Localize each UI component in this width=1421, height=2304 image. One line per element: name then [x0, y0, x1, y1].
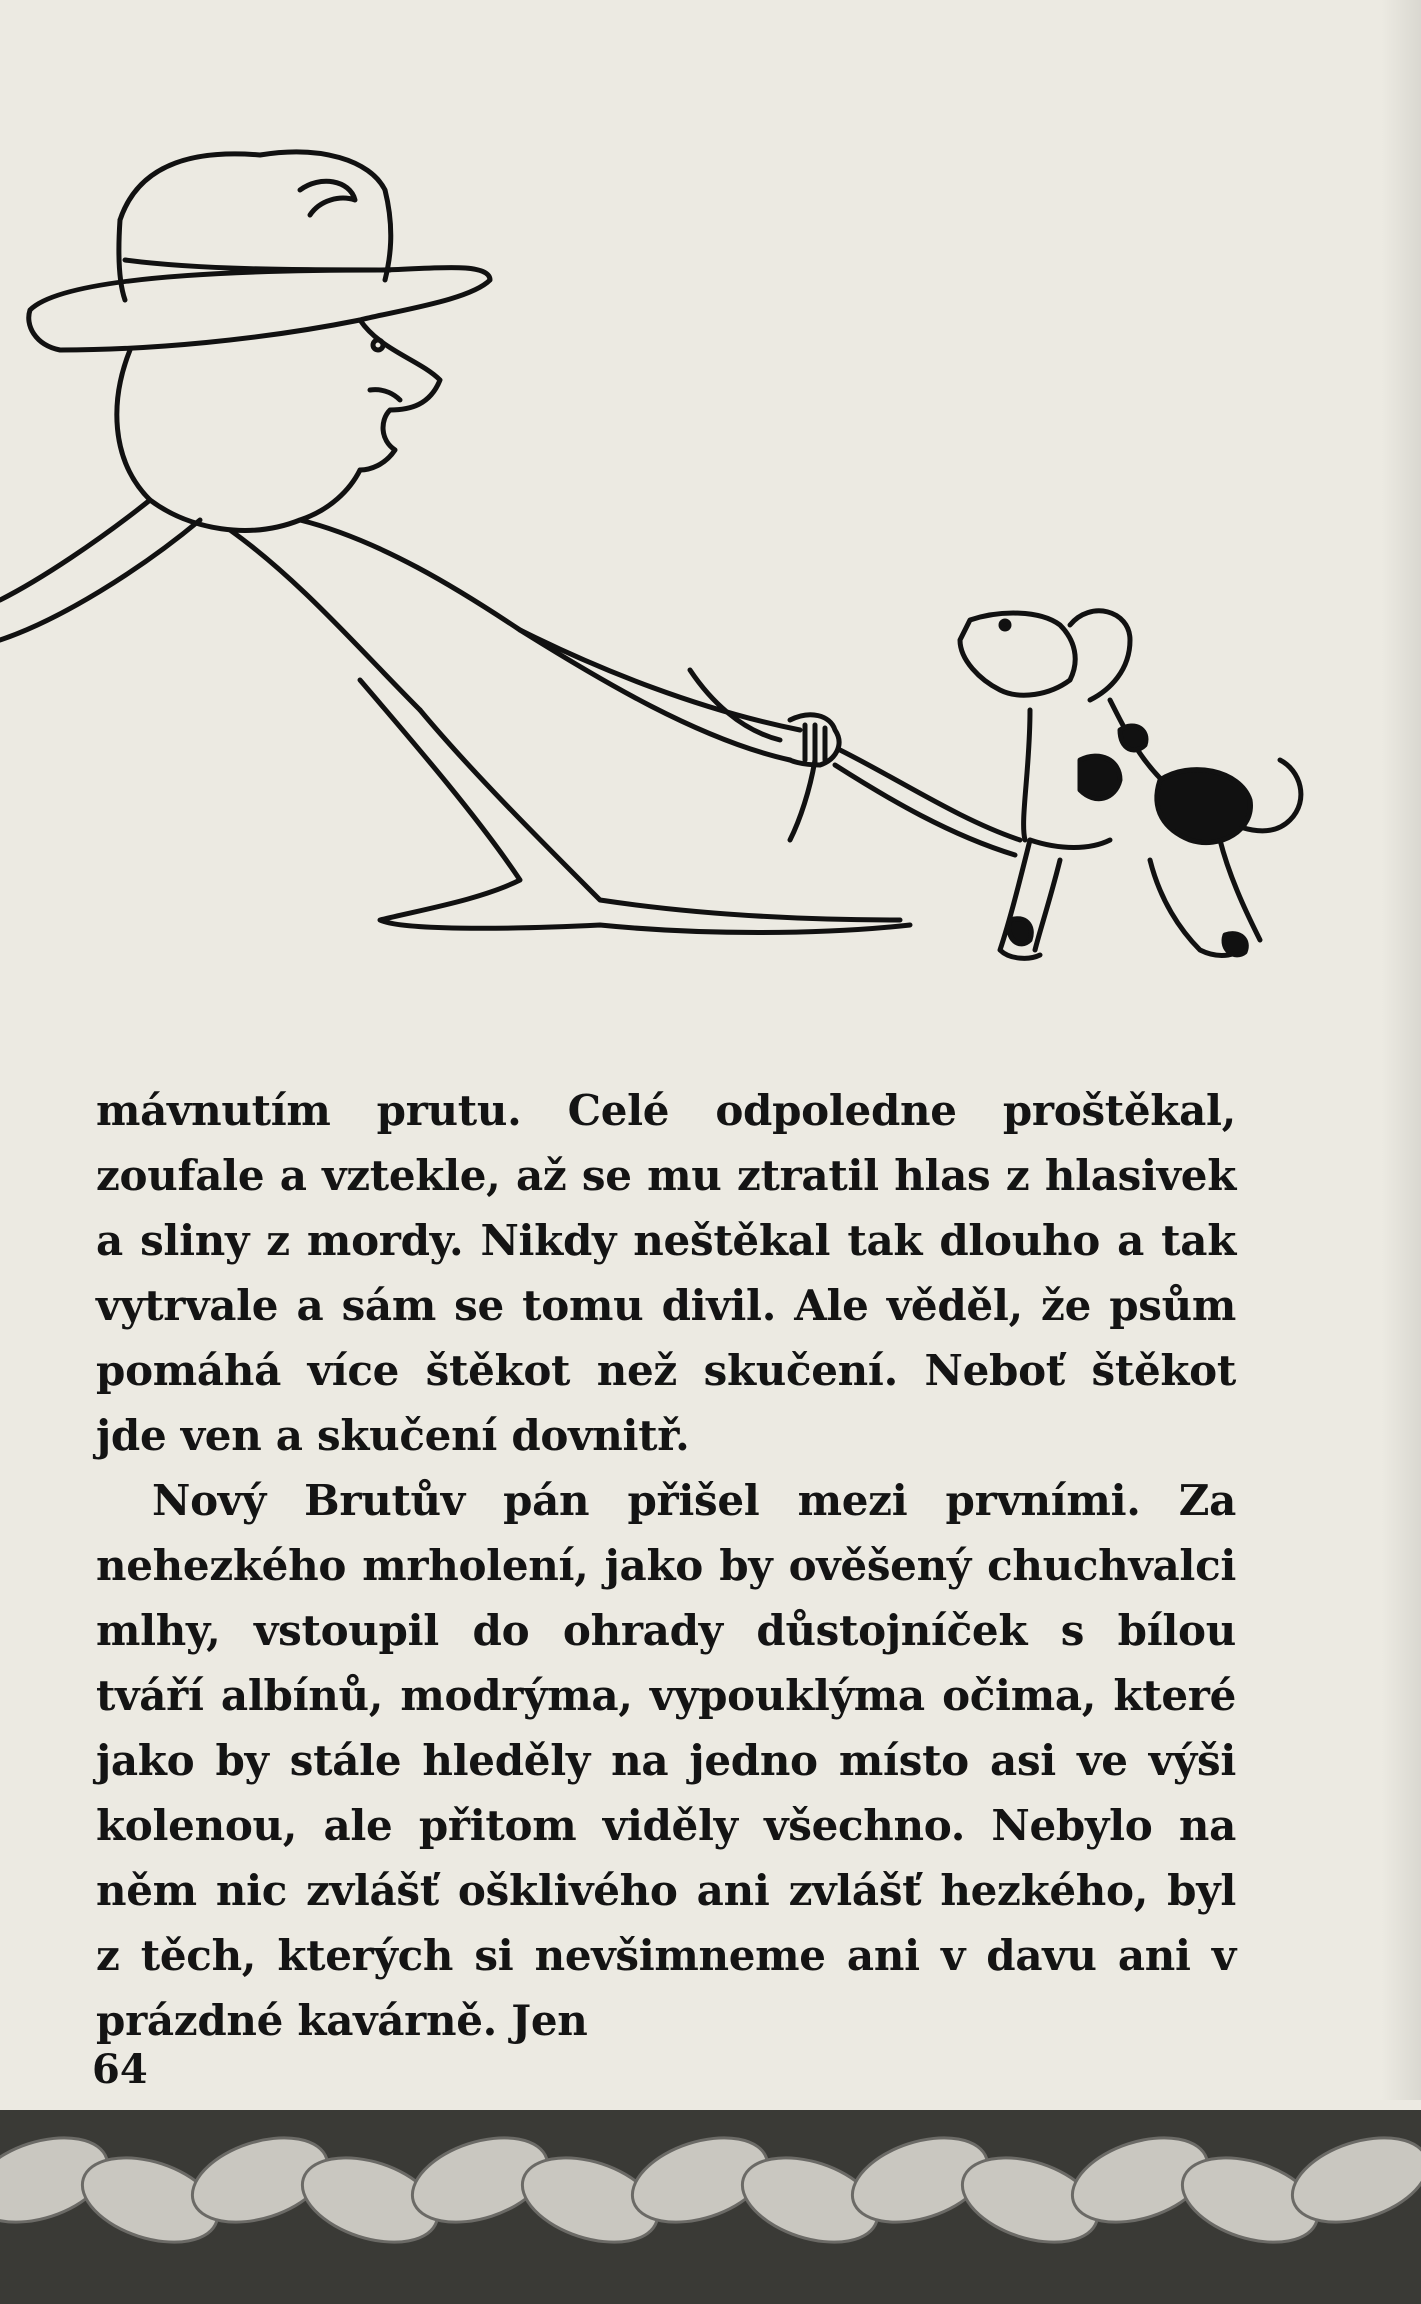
- body-text: [96, 1078, 1236, 2053]
- rope-decoration: [0, 2070, 1421, 2304]
- face: [117, 350, 360, 530]
- leash: [840, 750, 1020, 840]
- walking-stick: [790, 760, 815, 840]
- page-number: 64: [92, 2046, 148, 2093]
- paragraph-1: mávnutím prutu. Celé odpoledne proštěkal, zoufale a vztekle, až se mu ztratil hlas z hlasivek a sliny z mordy. Nikdy neštěkal tak dlouho a tak vytrvale a sám se tomu divil. Ale věděl, že psům pomáhá více štěkot než skučení. Neboť štěkot jde ven a skučení dovnitř.: [96, 1086, 1236, 1460]
- back-arm: [0, 500, 150, 600]
- dog: [960, 613, 1075, 695]
- front-leg: [420, 710, 900, 920]
- paragraph-2: Nový Brutův pán přišel mezi prvními. Za nehezkého mrholení, jako by ověšený chuchvalci mlhy, vstoupil do ohrady důstojníček s bílou tváří albínů, modrýma, vypouklýma očima, které jako by stále hleděly na jedno místo asi ve výši kolenou, ale přitom viděly všechno. Nebylo na něm nic zvlášť ošklivého ani zvlášť hezkého, byl z těch, kterých si nevšimneme ani v davu ani v prázdné kavárně. Jen: [96, 1476, 1236, 2045]
- man-walking-dog-illustration: [0, 120, 1320, 980]
- hat: [120, 152, 391, 280]
